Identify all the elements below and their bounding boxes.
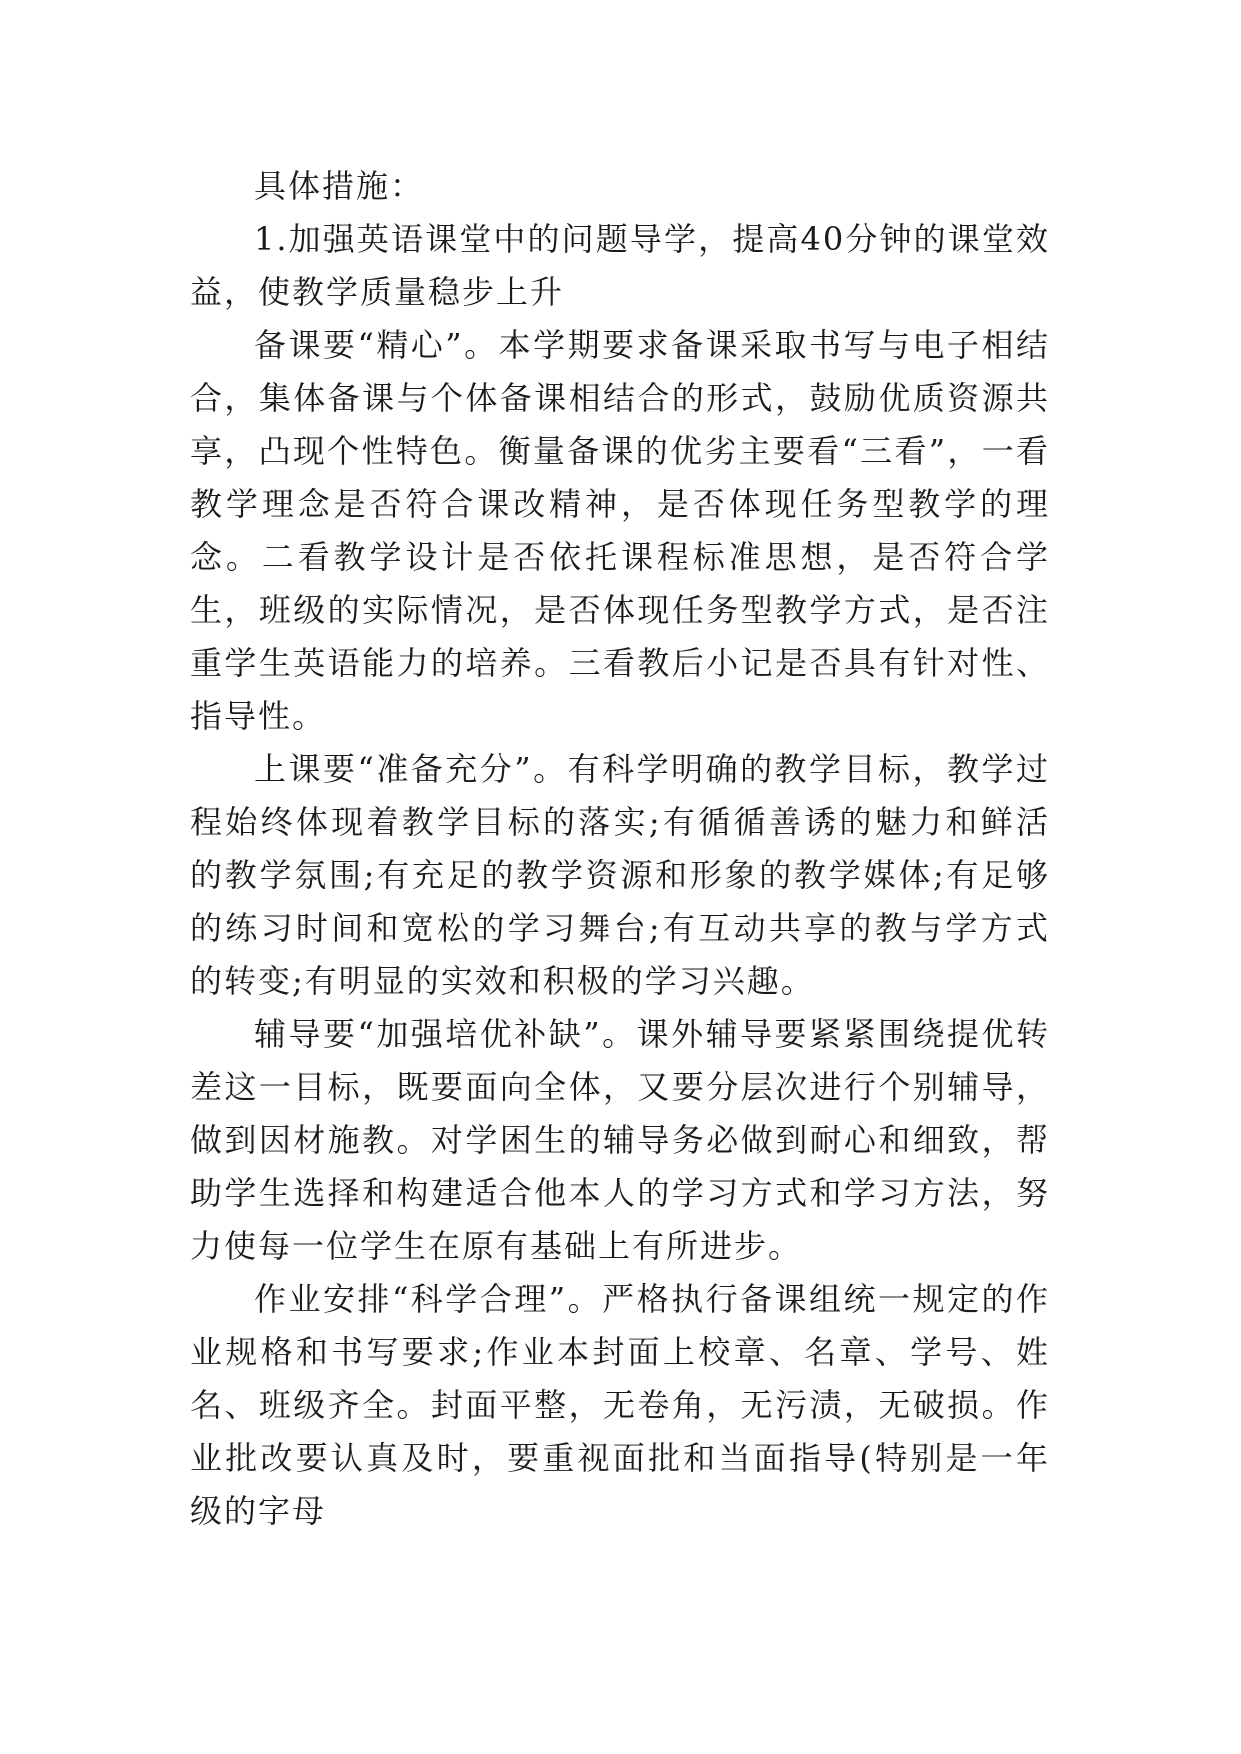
paragraph-measures-heading: 具体措施：	[254, 167, 425, 205]
paragraph-item-1: 1.加强英语课堂中的问题导学，提高40分钟的课堂效益，使教学质量稳步上升	[190, 220, 1050, 311]
document-body	[190, 160, 1050, 1538]
paragraph-homework: 作业安排“科学合理”。严格执行备课组统一规定的作业规格和书写要求;作业本封面上校章、名章、学号、姓名、班级齐全。封面平整，无卷角，无污渍，无破损。作业批改要认真及时，要重视面批和当面指导(特别是一年级的字母	[190, 1280, 1050, 1530]
paragraph-lesson-prep: 备课要“精心”。本学期要求备课采取书写与电子相结合，集体备课与个体备课相结合的形式，鼓励优质资源共享，凸现个性特色。衡量备课的优劣主要看“三看”，一看教学理念是否符合课改精神，是否体现任务型教学的理念。二看教学设计是否依托课程标准思想，是否符合学生，班级的实际情况，是否体现任务型教学方式，是否注重学生英语能力的培养。三看教后小记是否具有针对性、指导性。	[190, 326, 1050, 735]
paragraph-tutoring: 辅导要“加强培优补缺”。课外辅导要紧紧围绕提优转差这一目标，既要面向全体，又要分层次进行个别辅导，做到因材施教。对学困生的辅导务必做到耐心和细致，帮助学生选择和构建适合他本人的学习方式和学习方法，努力使每一位学生在原有基础上有所进步。	[190, 1015, 1050, 1265]
paragraph-class-teaching: 上课要“准备充分”。有科学明确的教学目标，教学过程始终体现着教学目标的落实;有循循善诱的魅力和鲜活的教学氛围;有充足的教学资源和形象的教学媒体;有足够的练习时间和宽松的学习舞台;有互动共享的教与学方式的转变;有明显的实效和积极的学习兴趣。	[190, 750, 1050, 1000]
